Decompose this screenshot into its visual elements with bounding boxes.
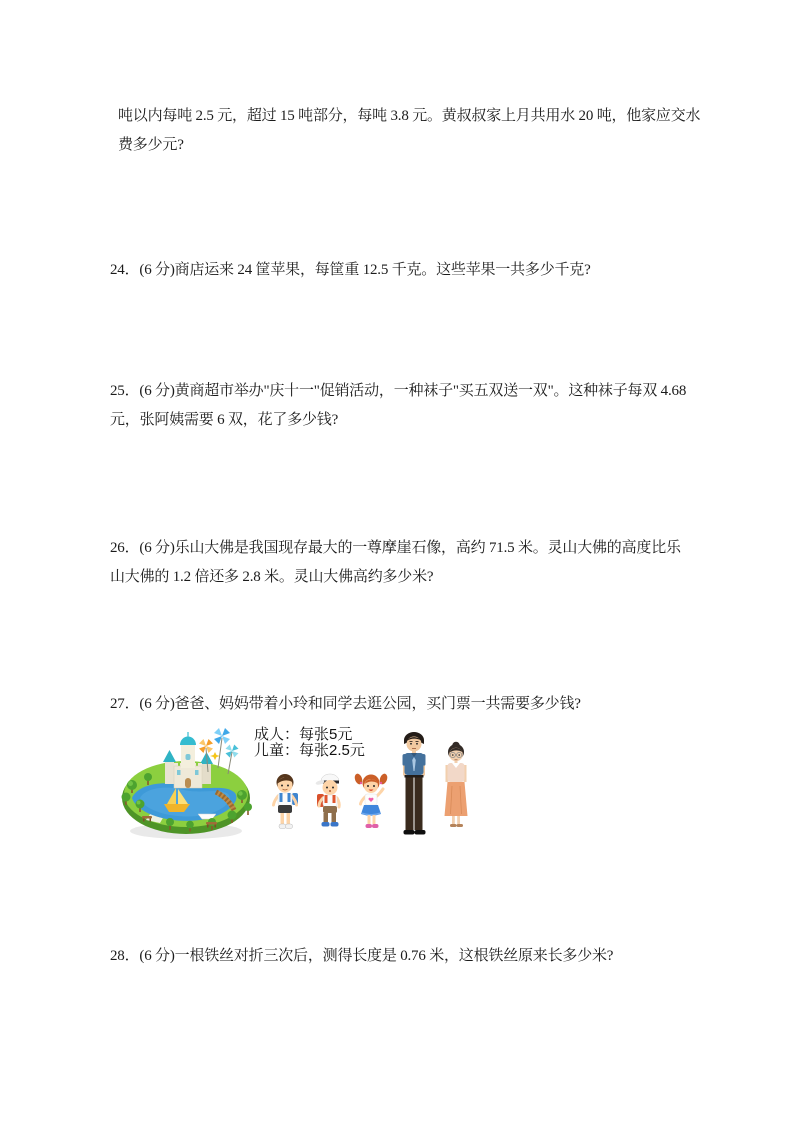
question-text-line: 吨以内每吨 2.5 元，超过 15 吨部分，每吨 3.8 元。黄叔叔家上月共用水 20 吨，他家应交水 [118, 108, 701, 124]
question-text-line: 山大佛的 1.2 倍还多 2.8 米。灵山大佛高约多少米? [110, 568, 434, 585]
adult-ticket-price: 成人：每张5元 [254, 726, 353, 743]
boy-with-backpack-icon [274, 774, 299, 829]
question-text-line: 26．(6 分)乐山大佛是我国现存最大的一尊摩崖石像，高约 71.5 米。灵山大佛的高度比乐 [110, 540, 681, 556]
question-text-line: 27．(6 分)爸爸、妈妈带着小玲和同学去逛公园，买门票一共需要多少钱? [110, 696, 581, 712]
father-icon [403, 732, 426, 835]
question-text-line: 28．(6 分)一根铁丝对折三次后，测得长度是 0.76 米，这根铁丝原来长多少米? [110, 948, 614, 964]
park-island-icon [118, 726, 254, 842]
question-23-continuation [118, 102, 718, 159]
question-text-line: 元，张阿姨需要 6 双，花了多少钱? [110, 411, 339, 428]
girl-with-pigtails-icon [353, 773, 388, 828]
adult-figures [397, 730, 473, 840]
question-26 [110, 534, 710, 591]
question-text-line: 25．(6 分)黄商超市举办"庆十一"促销活动，一种袜子"买五双送一双"。这种袜子每双 4.68 [110, 383, 687, 399]
question-28 [110, 942, 710, 971]
child-ticket-price: 儿童：每张2.5元 [254, 741, 365, 759]
question-27 [110, 690, 710, 719]
question-25 [110, 377, 710, 434]
question-text-line: 24．(6 分)商店运来 24 筐苹果，每筐重 12.5 千克。这些苹果一共多少千克? [110, 262, 591, 278]
question-text-line: 费多少元? [118, 136, 184, 153]
mother-icon [445, 742, 468, 827]
ticket-price-label [254, 727, 365, 758]
castle-icon [163, 732, 213, 788]
boy-with-cap-icon [315, 774, 339, 827]
question-24 [110, 256, 710, 285]
children-figures [266, 772, 392, 836]
